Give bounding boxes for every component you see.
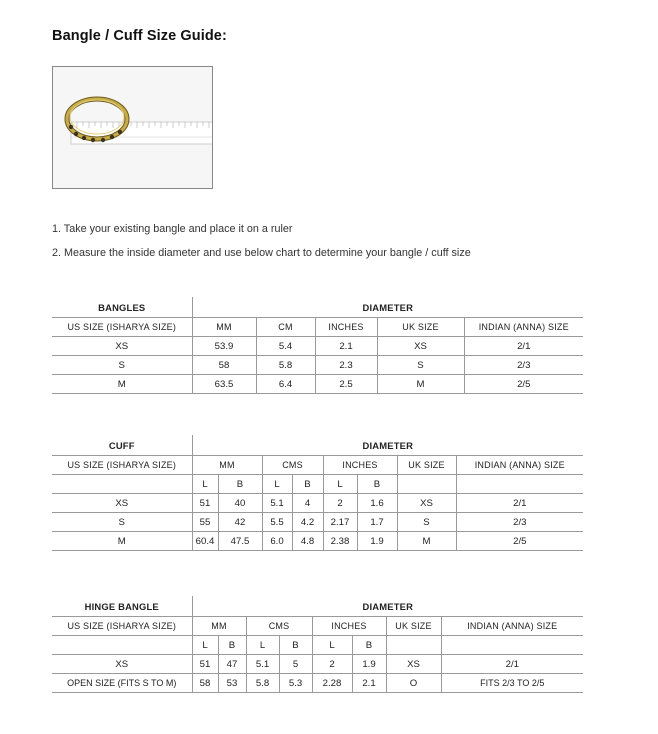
table-cell: 2/5 [456, 532, 583, 551]
table-cell: XS [52, 494, 192, 513]
table-cell: XS [397, 494, 456, 513]
table-cell: XS [377, 337, 464, 356]
table-cell: 2.1 [315, 337, 377, 356]
sub-column-header: L [246, 636, 279, 655]
table-cell: OPEN SIZE (FITS S TO M) [52, 674, 192, 693]
table-row [52, 356, 583, 375]
diameter-header: DIAMETER [192, 596, 583, 617]
table-cell: 1.9 [357, 532, 397, 551]
column-header: US SIZE (ISHARYA SIZE) [52, 617, 192, 636]
table-row [52, 655, 583, 674]
table-cell: 2/1 [441, 655, 583, 674]
sub-column-header: L [192, 475, 218, 494]
table-cell [52, 636, 192, 655]
column-header: CMS [262, 456, 323, 475]
page-title: Bangle / Cuff Size Guide: [52, 28, 227, 44]
table-row [52, 375, 583, 394]
table-cell: 58 [192, 356, 256, 375]
table-cell [52, 475, 192, 494]
sub-column-header: B [218, 636, 246, 655]
sub-column-header: B [357, 475, 397, 494]
diameter-header: DIAMETER [192, 435, 583, 456]
table-cell: M [397, 532, 456, 551]
table-cell: 5.1 [246, 655, 279, 674]
table-cell [397, 475, 456, 494]
table-title: CUFF [52, 435, 192, 456]
table-cell: 2.17 [323, 513, 357, 532]
table-cell: 2.3 [315, 356, 377, 375]
table-cell: 1.9 [352, 655, 386, 674]
table-row [52, 494, 583, 513]
table-cell: 5.3 [279, 674, 312, 693]
table-title: HINGE BANGLE [52, 596, 192, 617]
table-cell: 2/3 [456, 513, 583, 532]
table-cell: S [397, 513, 456, 532]
column-header: INCHES [315, 318, 377, 337]
table-cell: 47.5 [218, 532, 262, 551]
table-cell: XS [386, 655, 441, 674]
sub-header-row [52, 636, 583, 655]
sub-column-header: B [279, 636, 312, 655]
sub-column-header: B [292, 475, 323, 494]
table-cell: 2.28 [312, 674, 352, 693]
instruction-step-1: 1. Take your existing bangle and place it on a ruler [52, 223, 293, 235]
table-cell: 5.8 [246, 674, 279, 693]
cuff-size-table [52, 435, 583, 551]
column-header: CM [256, 318, 315, 337]
table-cell: 4.2 [292, 513, 323, 532]
sub-column-header: L [262, 475, 292, 494]
column-header: US SIZE (ISHARYA SIZE) [52, 456, 192, 475]
column-header: UK SIZE [397, 456, 456, 475]
table-cell: FITS 2/3 TO 2/5 [441, 674, 583, 693]
table-cell: 63.5 [192, 375, 256, 394]
table-cell: 2/5 [464, 375, 583, 394]
table-cell: 53.9 [192, 337, 256, 356]
table-cell: 5.1 [262, 494, 292, 513]
table-cell: 58 [192, 674, 218, 693]
table-cell: S [52, 513, 192, 532]
column-header: INDIAN (ANNA) SIZE [441, 617, 583, 636]
instruction-step-2: 2. Measure the inside diameter and use below chart to determine your bangle / cuff size [52, 247, 471, 259]
table-cell: 51 [192, 655, 218, 674]
table-row [52, 674, 583, 693]
table-cell: 5.4 [256, 337, 315, 356]
column-header: CMS [246, 617, 312, 636]
table-title: BANGLES [52, 297, 192, 318]
table-cell [456, 475, 583, 494]
bangle-on-ruler-photo [52, 66, 213, 189]
table-cell: 6.0 [262, 532, 292, 551]
table-cell: 1.6 [357, 494, 397, 513]
sub-column-header: B [352, 636, 386, 655]
table-cell: 2.1 [352, 674, 386, 693]
table-cell: 60.4 [192, 532, 218, 551]
table-row [52, 513, 583, 532]
table-cell: M [52, 375, 192, 394]
table-cell: XS [52, 655, 192, 674]
table-cell [441, 636, 583, 655]
table-cell: 47 [218, 655, 246, 674]
table-row [52, 337, 583, 356]
table-cell: 4 [292, 494, 323, 513]
column-header: INCHES [323, 456, 397, 475]
table-cell: 2/3 [464, 356, 583, 375]
sub-column-header: L [192, 636, 218, 655]
sub-column-header: B [218, 475, 262, 494]
hinge-bangle-size-table [52, 596, 583, 693]
bangles-size-table [52, 297, 583, 394]
column-header: MM [192, 318, 256, 337]
table-cell: 2/1 [464, 337, 583, 356]
column-header: INDIAN (ANNA) SIZE [464, 318, 583, 337]
sub-column-header: L [323, 475, 357, 494]
column-header: INDIAN (ANNA) SIZE [456, 456, 583, 475]
column-header: MM [192, 456, 262, 475]
table-cell: 1.7 [357, 513, 397, 532]
sub-column-header: L [312, 636, 352, 655]
table-cell: 53 [218, 674, 246, 693]
table-cell: 5 [279, 655, 312, 674]
table-cell: 5.5 [262, 513, 292, 532]
table-cell: O [386, 674, 441, 693]
table-cell: M [52, 532, 192, 551]
table-cell: 2 [312, 655, 352, 674]
table-cell: 5.8 [256, 356, 315, 375]
table-cell: S [377, 356, 464, 375]
column-header: MM [192, 617, 246, 636]
bangle-ruler-illustration [53, 67, 212, 188]
table-cell [386, 636, 441, 655]
table-cell: 40 [218, 494, 262, 513]
table-cell: 51 [192, 494, 218, 513]
table-cell: 4.8 [292, 532, 323, 551]
table-cell: 2/1 [456, 494, 583, 513]
table-cell: 2.38 [323, 532, 357, 551]
diameter-header: DIAMETER [192, 297, 583, 318]
table-cell: 2.5 [315, 375, 377, 394]
table-cell: S [52, 356, 192, 375]
table-cell: XS [52, 337, 192, 356]
table-cell: M [377, 375, 464, 394]
sub-header-row [52, 475, 583, 494]
column-header: UK SIZE [386, 617, 441, 636]
table-row [52, 532, 583, 551]
table-cell: 42 [218, 513, 262, 532]
column-header: UK SIZE [377, 318, 464, 337]
column-header: US SIZE (ISHARYA SIZE) [52, 318, 192, 337]
column-header: INCHES [312, 617, 386, 636]
table-cell: 2 [323, 494, 357, 513]
table-cell: 55 [192, 513, 218, 532]
table-cell: 6.4 [256, 375, 315, 394]
